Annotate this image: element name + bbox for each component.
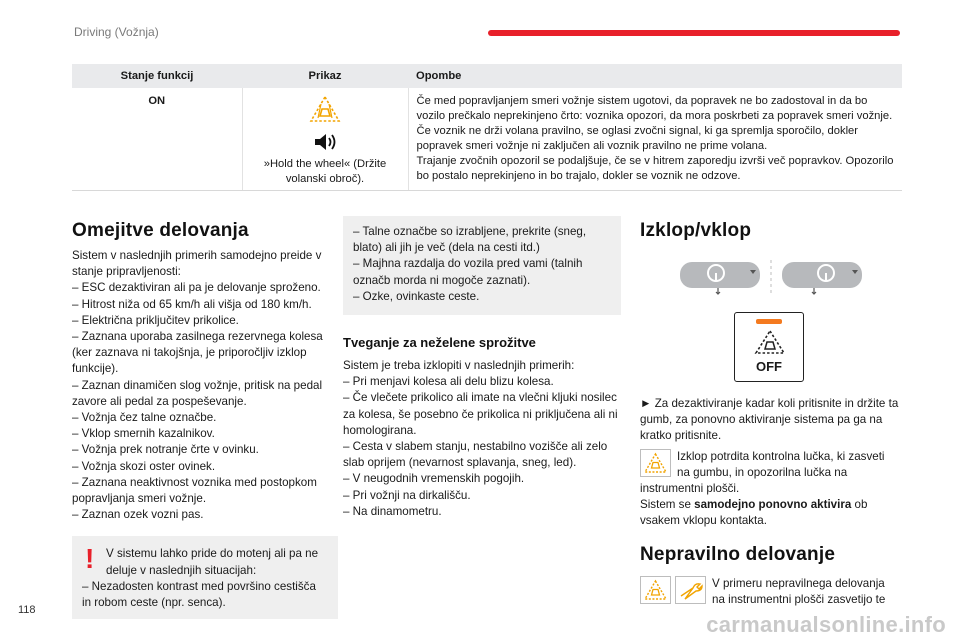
list-item: – Zaznan ozek vozni pas.	[72, 508, 204, 522]
limits-list	[72, 280, 338, 523]
display-cell	[242, 88, 408, 191]
list-item: – Na dinamometru.	[343, 504, 442, 518]
page-number: 118	[18, 604, 36, 616]
list-item: – Vožnja skozi oster ovinek.	[72, 459, 216, 473]
auto-bold: samodejno ponovno aktivira	[694, 498, 852, 512]
malfunction-text: V primeru nepravilnega delovanja na instrumentni plošči zasvetijo te	[712, 576, 886, 606]
table-header-state: Stanje funkcij	[72, 64, 242, 88]
unwanted-intro: Sistem je treba izklopiti v naslednjih primerih:	[343, 359, 575, 373]
note-paragraph: Če voznik ne drži volana pravilno, se oglasi zvočni signal, ki ga spremlja sporočilo, dokler popravek smeri vožnje ni zaključen ali voznik pravilno ne prime volana.	[416, 125, 858, 152]
list-item: – Če vlečete prikolico ali imate na vlečni kljuki nosilec za kolesa, še posebno če prikolica ni priključena ali ni homologirana.	[343, 391, 618, 437]
list-item: – Ozke, ovinkaste ceste.	[353, 289, 480, 303]
limits-title: Omejitve delovanja	[72, 220, 249, 241]
limits-intro: Sistem v naslednjih primerih samodejno preide v stanje pripravljenosti:	[72, 249, 322, 279]
service-wrench-icon	[675, 576, 706, 604]
list-item: – Vklop smernih kazalnikov.	[72, 427, 215, 441]
lane-keeping-warning-icon	[308, 94, 342, 124]
list-item: – Vožnja prek notranje črte v ovinku.	[72, 443, 259, 457]
onoff-section	[640, 220, 900, 608]
limits-section	[72, 220, 338, 619]
auto-suffix: ob vsakem vklopu kontakta.	[640, 498, 868, 528]
auto-reactivate-text	[640, 497, 900, 529]
malfunction-title: Nepravilno delovanje	[640, 543, 836, 565]
section-header: Driving (Vožnja)	[74, 25, 159, 39]
unwanted-list	[343, 374, 621, 520]
table-row	[72, 88, 902, 191]
speaker-sound-icon	[310, 130, 340, 154]
off-button[interactable]	[734, 312, 804, 382]
malfunction-block	[640, 576, 900, 608]
list-item: – Cesta v slabem stanju, nestabilno vozišče ali zelo slab oprijem (nevarnost splavanja, sneg, led).	[343, 440, 608, 470]
list-item: – Vožnja čez talne označbe.	[72, 411, 217, 425]
function-status-table	[72, 64, 902, 191]
table-header-display: Prikaz	[242, 64, 408, 88]
steering-wheel-illustration	[676, 258, 866, 298]
confirm-text: Izklop potrdita kontrolna lučka, ki zasveti na gumbu, in opozorilna lučka na instrumentni plošči.	[640, 449, 885, 496]
list-item: – Hitrost niža od 65 km/h ali višja od 180 km/h.	[72, 297, 312, 311]
warning-text: V sistemu lahko pride do motenj ali pa ne deluje v naslednjih situacijah:	[106, 547, 319, 577]
state-cell: ON	[72, 88, 242, 191]
button-indicator-light	[756, 319, 782, 324]
list-item: – Zaznan dinamičen slog vožnje, pritisk na pedal zavore ali pedal za pospeševanje.	[72, 378, 323, 408]
list-item: – V neugodnih vremenskih pogojih.	[343, 472, 525, 486]
table-header-notes: Opombe	[408, 64, 902, 88]
lane-warning-lamp-icon	[640, 576, 671, 604]
list-item: – Pri vožnji na dirkališču.	[343, 488, 471, 502]
list-item: – ESC dezaktiviran ali pa je delovanje sproženo.	[72, 281, 321, 295]
list-item: – Pri menjavi kolesa ali delu blizu kolesa.	[343, 375, 554, 389]
conditions-box	[343, 216, 621, 315]
confirm-block	[640, 449, 900, 530]
icon-box-frame	[640, 449, 671, 477]
off-label: OFF	[756, 359, 782, 374]
display-caption: »Hold the wheel« (Držite volanski obroč).	[263, 158, 387, 185]
header-accent-bar	[488, 30, 900, 36]
onoff-title: Izklop/vklop	[640, 220, 752, 241]
auto-prefix: Sistem se	[640, 498, 695, 512]
watermark: carmanualsonline.info	[706, 612, 946, 637]
middle-column	[343, 216, 621, 520]
note-paragraph: Če med popravljanjem smeri vožnje sistem ugotovi, da popravek ne bo zadostoval in da bo vozilo prečkalo neprekinjeno črto: voznika opozori, da mora poskrbeti za popravek smeri vožnje.	[416, 95, 893, 122]
warning-item: – Nezadosten kontrast med površino cestišča in robom ceste (npr. senca).	[82, 579, 316, 610]
lane-departure-icon	[752, 329, 788, 355]
note-paragraph: Trajanje zvočnih opozoril se podaljšuje, če se v hitrem zaporedju izvrši več popravkov. Opozorilo bo postalo neprekinjeno in bo trajalo, dokler se voznik ne odzove.	[416, 155, 894, 182]
notes-cell	[408, 88, 902, 191]
list-item: – Talne označbe so izrabljene, prekrite (sneg, blato) ali jih je več (dela na cesti itd.)	[353, 225, 587, 255]
list-item: – Majhna razdalja do vozila pred vami (talnih označb morda ni mogoče zaznati).	[353, 257, 583, 287]
lane-warning-lamp-icon	[640, 449, 671, 477]
onoff-instruction: ► Za dezaktiviranje kadar koli pritisnite in držite ta gumb, za ponovno aktiviranje sistema pa ga na kratko pritisnite.	[640, 397, 899, 443]
warning-exclamation-icon: !	[85, 543, 95, 575]
warning-box	[72, 536, 338, 619]
list-item: – Zaznana uporaba zasilnega rezervnega kolesa (ker zaznava ni takojšnja, je priporočljiv izklop funkcije).	[72, 330, 323, 376]
unwanted-title: Tveganje za neželene sprožitve	[343, 335, 536, 351]
list-item: – Električna priključitev prikolice.	[72, 313, 239, 327]
list-item: – Zaznana neaktivnost voznika med postopkom popravljanja smeri vožnje.	[72, 475, 317, 506]
